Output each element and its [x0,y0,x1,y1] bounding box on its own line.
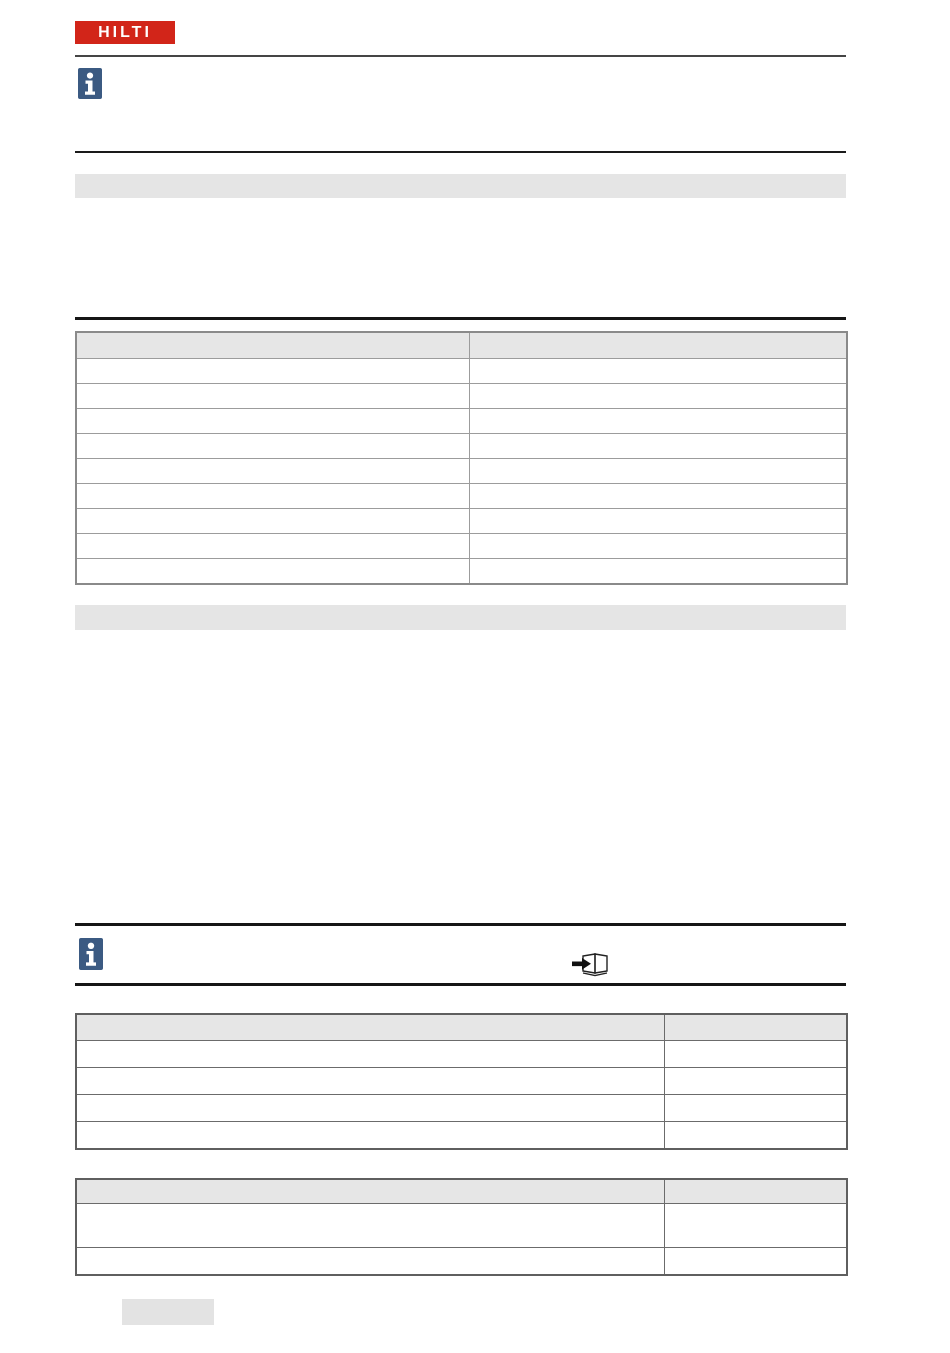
table-cell [469,359,847,384]
table-cell [76,1068,664,1095]
table-cell [76,1095,664,1122]
table-cell [76,409,469,434]
table-row [76,384,847,409]
section-rule [75,317,846,320]
table-cell [76,559,469,585]
table-cell [469,484,847,509]
table-header-cell [76,332,469,359]
table-row [76,459,847,484]
table-header-cell [664,1014,847,1041]
section-rule [75,983,846,986]
table-header-row [76,332,847,359]
table-header-cell [76,1179,664,1204]
table-cell [664,1122,847,1150]
table-cell [76,384,469,409]
table-cell [469,534,847,559]
table-cell [664,1248,847,1276]
table-cell [469,459,847,484]
table-cell [664,1204,847,1248]
spec-table-2 [75,1013,848,1150]
book-arrow-icon [572,949,618,984]
table-cell [469,509,847,534]
table-cell [76,484,469,509]
page-number-badge [122,1299,214,1325]
table-cell [664,1041,847,1068]
info-icon [79,938,103,975]
table-cell [469,409,847,434]
info-icon [78,68,102,104]
spec-table-3 [75,1178,848,1276]
table-row [76,1122,847,1150]
table-cell [76,509,469,534]
table-header-cell [664,1179,847,1204]
table-cell [76,1248,664,1276]
table-row [76,409,847,434]
table-row [76,1095,847,1122]
table-row [76,509,847,534]
table-row [76,534,847,559]
header-divider-rule [75,55,846,57]
table-row [76,1248,847,1276]
table-header-cell [469,332,847,359]
section-rule [75,923,846,926]
table-cell [469,434,847,459]
table-row [76,1068,847,1095]
table-row [76,484,847,509]
table-cell [469,559,847,585]
table-cell [664,1068,847,1095]
table-cell [76,1041,664,1068]
table-row [76,1041,847,1068]
table-cell [76,1122,664,1150]
hilti-logo: HILTI [75,21,175,44]
table-cell [469,384,847,409]
section-heading-bar [75,605,846,630]
table-cell [76,359,469,384]
table-row [76,434,847,459]
spec-table-1 [75,331,848,585]
table-header-cell [76,1014,664,1041]
table-row [76,559,847,585]
table-cell [664,1095,847,1122]
section-rule [75,151,846,153]
table-header-row [76,1179,847,1204]
table-row [76,1204,847,1248]
table-row [76,359,847,384]
section-heading-bar [75,174,846,198]
table-cell [76,434,469,459]
table-cell [76,534,469,559]
table-cell [76,1204,664,1248]
table-header-row [76,1014,847,1041]
table-cell [76,459,469,484]
